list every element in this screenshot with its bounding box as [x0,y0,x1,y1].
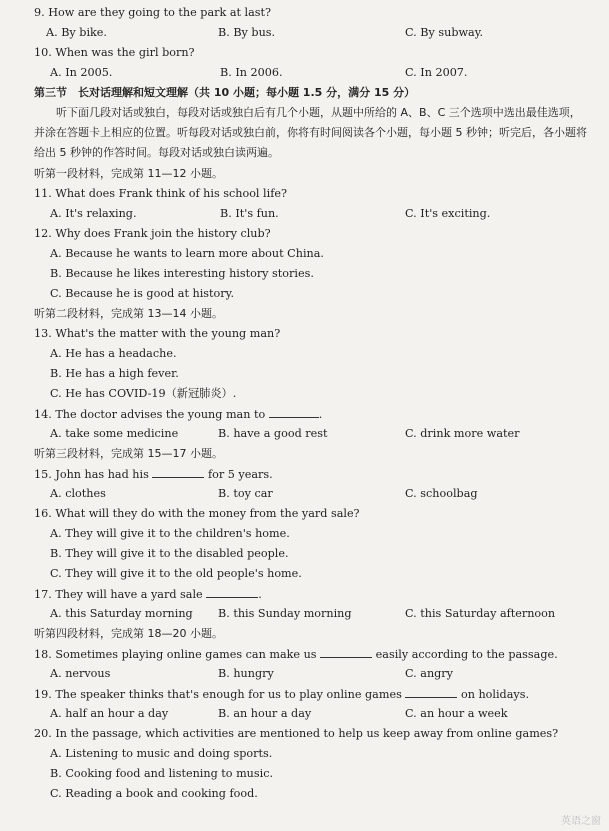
q19-option-b: B. an hour a day [218,707,312,720]
q15-stem [34,467,273,482]
section3-instructions: 听下面几段对话或独白，每段对话或独白后有几个小题，从题中所给的 A、B、C 三个选项中选出最佳选项，并涂在答题卡上相应的位置。听每段对话或独白前，你将有时间阅读各个小题，每小题 5 秒钟；听完后，各小题将给出 5 秒钟的作答时间。每段对话或独白读两遍。 [34,106,587,159]
q16-stem: 16. What will they do with the money from the yard sale? [34,507,360,520]
q9-stem: 9. How are they going to the park at last? [34,6,272,19]
material-1-heading: 听第一段材料，完成第 11—12 小题。 [34,167,223,180]
q18-answer-blank [320,647,372,658]
q13-option-b: B. He has a high fever. [50,367,179,380]
material-4-heading: 听第四段材料，完成第 18—20 小题。 [34,627,223,640]
q15-stem-end: for 5 years. [207,468,273,481]
q14-option-c: C. drink more water [405,427,520,440]
q14-answer-blank [269,407,319,418]
q15-option-a: A. clothes [50,487,106,500]
q19-answer-blank [405,687,457,698]
material-3-heading: 听第三段材料，完成第 15—17 小题。 [34,447,223,460]
q20-stem: 20. In the passage, which activities are mentioned to help us keep away from online games? [34,727,559,740]
q15-option-c: C. schoolbag [405,487,478,500]
q17-answer-blank [206,587,258,598]
q14-stem [34,407,322,422]
q13-stem: 13. What's the matter with the young man? [34,327,281,340]
q18-stem [34,647,558,662]
q20-option-c: C. Reading a book and cooking food. [50,787,258,800]
q14-option-b: B. have a good rest [218,427,328,440]
q18-option-b: B. hungry [218,667,274,680]
q11-option-b: B. It's fun. [220,207,279,220]
q19-stem-end: on holidays. [460,688,529,701]
watermark: 英语之窗 [561,816,601,827]
q18-stem-end: easily according to the passage. [375,648,558,661]
q10-stem: 10. When was the girl born? [34,46,195,59]
q13-option-c: C. He has COVID-19（新冠肺炎）. [50,387,237,400]
q16-option-a: A. They will give it to the children's home. [50,527,290,540]
q12-option-a: A. Because he wants to learn more about China. [50,247,324,260]
q18-option-a: A. nervous [50,667,111,680]
q17-stem-end: . [258,588,262,601]
q12-option-c: C. Because he is good at history. [50,287,234,300]
q16-option-b: B. They will give it to the disabled people. [50,547,289,560]
q11-option-c: C. It's exciting. [405,207,491,220]
q14-stem-end: . [318,408,323,421]
q19-stem-text: 19. The speaker thinks that's enough for us to play online games [34,688,402,701]
q9-option-b: B. By bus. [218,26,276,39]
q14-option-a: A. take some medicine [50,427,179,440]
q17-stem-text: 17. They will have a yard sale [34,588,203,601]
q10-option-c: C. In 2007. [405,66,468,79]
q17-stem [34,587,262,602]
q19-stem [34,687,529,702]
q15-stem-text: 15. John has had his [34,468,149,481]
q17-option-b: B. this Sunday morning [218,607,352,620]
q15-answer-blank [152,467,204,478]
q19-option-c: C. an hour a week [405,707,508,720]
q18-stem-text: 18. Sometimes playing online games can make us [34,648,317,661]
q11-stem: 11. What does Frank think of his school life? [34,187,287,200]
q9-option-c: C. By subway. [405,26,484,39]
q11-option-a: A. It's relaxing. [50,207,137,220]
q16-option-c: C. They will give it to the old people's home. [50,567,302,580]
material-2-heading: 听第二段材料，完成第 13—14 小题。 [34,307,223,320]
q13-option-a: A. He has a headache. [50,347,177,360]
q17-option-c: C. this Saturday afternoon [405,607,556,620]
q20-option-a: A. Listening to music and doing sports. [50,747,273,760]
section3-title: 第三节 长对话理解和短文理解（共 10 小题；每小题 1.5 分，满分 15 分） [34,86,416,99]
q18-option-c: C. angry [405,667,453,680]
q17-option-a: A. this Saturday morning [50,607,193,620]
q20-option-b: B. Cooking food and listening to music. [50,767,274,780]
q10-option-b: B. In 2006. [220,66,283,79]
q10-option-a: A. In 2005. [50,66,113,79]
q12-stem: 12. Why does Frank join the history club? [34,227,271,240]
q19-option-a: A. half an hour a day [50,707,169,720]
q14-stem-text: 14. The doctor advises the young man to [34,408,266,421]
q15-option-b: B. toy car [218,487,273,500]
q9-option-a: A. By bike. [46,26,107,39]
q12-option-b: B. Because he likes interesting history stories. [50,267,314,280]
